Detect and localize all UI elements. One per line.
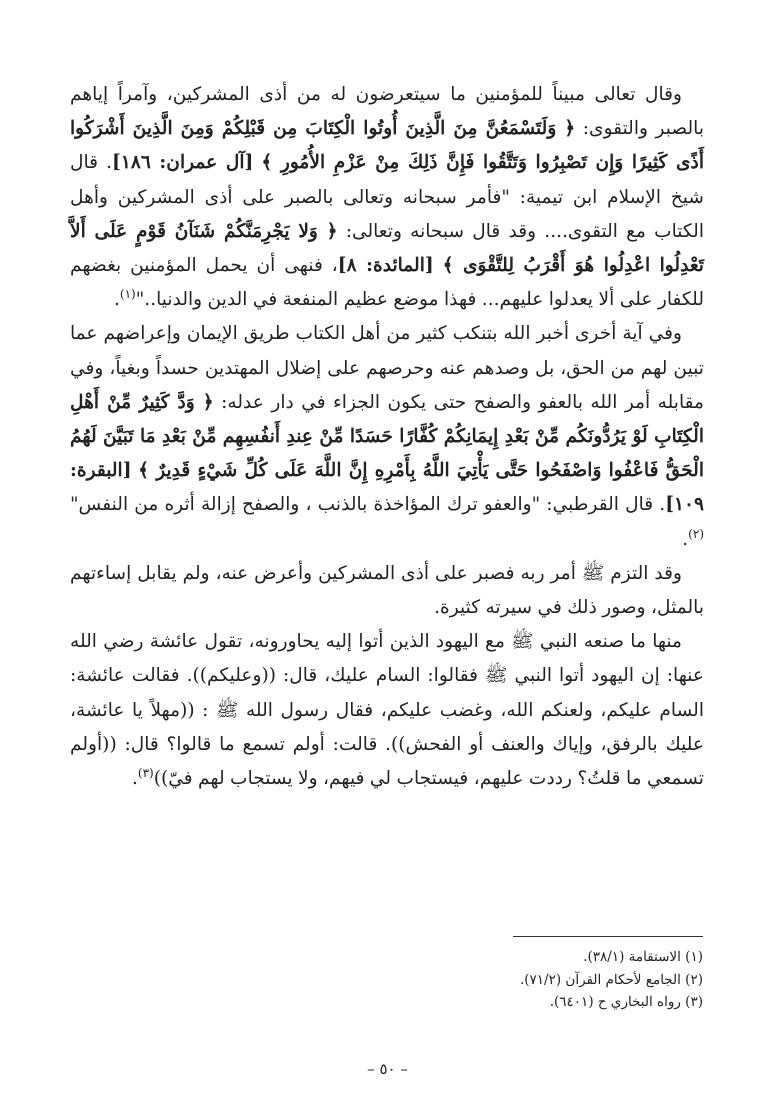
quran-verse: ﴿ وَلا يَجْرِمَنَّكُمْ شَنَآنُ قَوْمٍ عَلَى أَلاَّ تَعْدِلُوا اعْدِلُوا هُوَ أَقْرَبُ لِلتَّقْوَى ﴾ [70,220,704,277]
paragraph [70,78,704,317]
footnote-separator [513,936,703,937]
text-run: . [113,289,120,311]
paragraph [70,625,704,796]
text-run: منها ما صنعه النبي ﷺ مع اليهود الذين أتوا إليه يحاورونه، تقول عائشة رضي الله عنها: إن اليهود أتوا النبي ﷺ فقالوا: السام عليك، قال: ((وعليكم)). فقالت عائشة: السام عليكم، ولعنكم الله، وغضب عليكم، فقال رسول الله ﷺ : ((مهلاً يا عائشة، عليك بالرفق، وإياك والعنف أو الفحش)). قالت: أولم تسمع ما قالوا؟ قال: ((أولم تسمعي ما قلتُ؟ رددت عليهم، فيستجاب لي فيهم، ولا يستجاب لهم فيّ)) [70,631,704,790]
quran-verse: ﴿ وَلَتَسْمَعُنَّ مِنَ الَّذِينَ أُوتُوا الْكِتَابَ مِن قَبْلِكُمْ وَمِنَ الَّذِينَ أَشْرَكُوا أَذًى كَثِيرًا وَإِن تَصْبِرُوا وَتَتَّقُوا فَإِنَّ ذَلِكَ مِنْ عَزْمِ الأُمُورِ ﴾ [70,118,704,174]
footnote-marker: (٢) [688,526,704,541]
text-run: وقد التزم ﷺ أمر ربه فصبر على أذى المشركين وأعرض عنه، ولم يقابل إساءتهم بالمثل، وصور ذلك في سيرته كثيرة. [70,562,704,619]
footnote-2: (٢) الجامع لأحكام القرآن (٧١/٢). [519,971,703,988]
page-number: – ٥٠ – [367,1060,408,1078]
footnote-marker: (١) [119,287,136,302]
text-run: . قال القرطبي: "والعفو ترك المؤاخذة بالذنب ، والصفح إزالة أثره من النفس" [70,494,666,516]
paragraph [70,317,704,556]
text-run: . [131,768,138,790]
text-run: . قال شيخ الإسلام ابن تيمية: "فأمر سبحانه وتعالى بالصبر على أذى المشركين وأهل الكتاب مع التقوى.... وقد قال سبحانه وتعالى: [70,152,704,242]
verse-reference: [آل عمران: ١٨٦] [112,152,254,174]
footnote-marker: (٣) [137,765,154,780]
paragraph [70,557,704,625]
text-run: وفي آية أخرى أخبر الله بتنكب كثير من أهل الكتاب طريق الإيمان وإعراضهم عما تبين لهم من الحق، بل وصدهم عنه وحرصهم على إضلال المهتدين حسداً وبغياً، وفي مقابله أمر الله بالعفو والصفح حتى يكون الجزاء في دار عدله: [70,323,705,413]
verse-reference: [المائدة: ٨] [337,255,434,277]
footnote-1: (١) الاستقامة (٣٨/١). [583,949,703,965]
quran-verse: ﴿ وَدَّ كَثِيرٌ مِّنْ أَهْلِ الْكِتَابِ لَوْ يَرُدُّونَكُم مِّنْ بَعْدِ إِيمَانِكُمْ كُفَّارًا حَسَدًا مِّنْ عِندِ أَنفُسِهِم مِّنْ بَعْدِ مَا تَبَيَّنَ لَهُمُ الْحَقُّ فَاعْفُوا وَاصْفَحُوا حَتَّى يَأْتِيَ اللَّهُ بِأَمْرِهِ إِنَّ اللَّهَ عَلَى كُلِّ شَيْءٍ قَدِيرٌ ﴾ [70,391,704,482]
footnotes [69,946,703,1014]
text-run [434,255,443,276]
text-run: . [682,528,689,550]
verse-reference: [البقرة: ١٠٩] [70,460,704,516]
main-text [70,78,704,796]
text-run: وقال تعالى مبيناً للمؤمنين ما سيتعرضون له من أذى المشركين، وآمراً إياهم بالصبر والتقوى: [70,84,704,140]
text-run: ، فنهى أن يحمل المؤمنين بغضهم للكفار على ألا يعدلوا عليهم... فهذا موضع عظيم المنفعة في الدين والدنيا.." [70,255,704,311]
footnote-3: (٣) رواه البخاري ح (٦٤٠١). [549,994,703,1010]
